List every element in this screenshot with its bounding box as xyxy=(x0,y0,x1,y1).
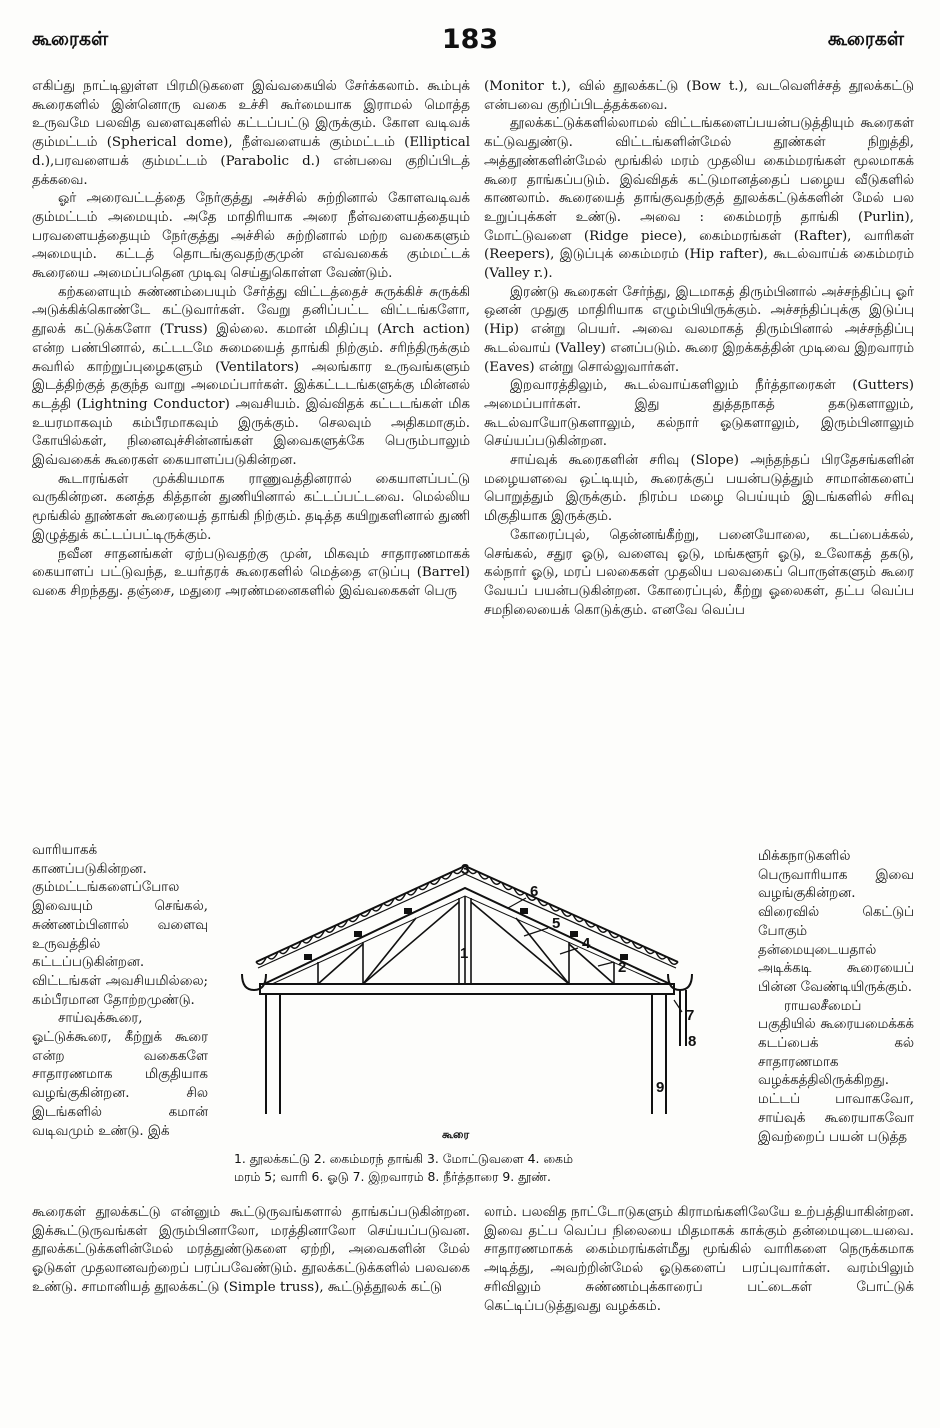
caption-line: மரம் 5; வாரி 6. ஓடு 7. இறவாரம் 8. நீர்த்தாரை 9. தூண். xyxy=(234,1169,551,1184)
part-label-9: 9 xyxy=(656,1079,665,1096)
tie-beam xyxy=(260,984,674,994)
bottom-right-column xyxy=(484,1204,914,1404)
figure-caption xyxy=(234,1150,734,1186)
paragraph: நவீன சாதனங்கள் ஏற்படுவதற்கு முன், மிகவும் சாதாரணமாகக் கையாளப் பட்டுவந்த, உயர்தரக் கூரைகளில் மெத்தை எடுப்பு (Barrel) வகை சிறந்தது. தஞ்சை, மதுரை அரண்மனைகளில் இவ்வகைகள் பெரு xyxy=(32,546,470,599)
part-label-5: 5 xyxy=(552,915,561,932)
right-column xyxy=(484,78,914,848)
paragraph: ஓர் அரைவட்டத்தை நேர்குத்து அச்சில் சுற்றினால் கோளவடிவக் கும்மட்டம் அமையும். அதே மாதிரியாக அரை நீள்வளையத்தையும் பரவளையத்தையும் நேர்குத்து அச்சில் சுற்றினால் மற்ற வகைகளும் அமையும். கட்டத் தொடங்குவதற்குமுன் எவ்வகைக் கும்மட்டக் கூரையை அமைப்பதென முடிவு செய்துகொள்ள வேண்டும். xyxy=(32,191,470,282)
part-label-6: 6 xyxy=(530,883,539,900)
running-head-right: கூரைகள் xyxy=(827,28,904,50)
part-label-7: 7 xyxy=(686,1007,695,1024)
part-label-1: 1 xyxy=(460,945,469,962)
bottom-left-column xyxy=(32,1204,470,1404)
right-narrow-column xyxy=(758,848,914,1198)
part-label-4: 4 xyxy=(582,935,591,952)
paragraph: மிக்கநாடுகளில் பெருவாரியாக இவை வழங்குகின்றன. விரைவில் கெட்டுப் போகும் தன்மையுடையதால் அடிக்கடி கூரையைப் பின்ன வேண்டியிருக்கும். xyxy=(758,849,914,995)
left-narrow-column xyxy=(32,842,208,1202)
part-label-3: 3 xyxy=(461,861,470,878)
running-head-left: கூரைகள் xyxy=(32,28,109,50)
part-label-8: 8 xyxy=(688,1033,697,1050)
paragraph: கூடாரங்கள் முக்கியமாக ராணுவத்தினரால் கையாளப்பட்டு வருகின்றன. கனத்த கித்தான் துணியினால் கட்டப்பட்டவை. மெல்லிய மூங்கில் தூண்கள் கூரையைத் தாங்கி நிற்கும். தடித்த கயிறுகளினால் துணி இழுத்துக் கட்டப்பட்டிருக்கும். xyxy=(32,471,470,543)
page-number: 183 xyxy=(441,24,499,55)
paragraph: தூலக்கட்டுக்களில்லாமல் விட்டங்களைப்பயன்படுத்தியும் கூரைகள் கட்டுவதுண்டு. விட்டங்களின்மேல் தூண்கள் நிறுத்தி, அத்தூண்களின்மேல் மூங்கில் மரம் முதலிய கைம்மரங்கள் மூலமாகக் கூரை தாங்கப்படும். இவ்விதக் கட்டுமானத்தைப் பழைய வீடுகளில் காணலாம். கூரையைத் தாங்குவதற்குத் தூலக்கட்டுக்களின் மேல் பல உறுப்புக்கள் உண்டு. அவை : கைம்மரந் தாங்கி (Purlin), மோட்டுவளை (Ridge piece), கைம்மரங்கள் (Rafter), வாரிகள் (Reepers), இடுப்புக் கைம்மரம் (Hip rafter), கூடல்வாய்க் கைம்மரம் (Valley r.). xyxy=(484,116,914,282)
paragraph: கற்களையும் சுண்ணம்பையும் சேர்த்து விட்டத்தைச் சுருக்கிச் சுருக்கி அடுக்கிக்கொண்டே கட்டுவார்கள். வேறு தனிப்பட்ட விட்டங்களோ, தூலக் கட்டுக்களோ (Truss) இல்லை. கமான் மிதிப்பு (Arch action) என்ற பண்பினால், கட்டடமே சுமையைத் தாங்கி நிற்கும். சரிந்திருக்கும் சுவரில் காற்றுப்புழைகளும் (Ventilators) அலங்கார உருவங்களும் இடத்திற்குத் தகுந்த வாறு அமைப்பார்கள். இக்கட்டடங்களுக்கு மின்னல் கடத்தி (Lightning Conductor) அவசியம். இவ்விதக் கட்டடங்கள் மிக உயரமாகவும் கம்பீரமாகவும் இருக்கும். செலவும் அதிகமாகும். கோயில்கள், நினைவுச்சின்னங்கள் இவைகளுக்கே பெரும்பாலும் இவ்வகைக் கூரைகள் கையாளப்படுகின்றன. xyxy=(32,284,470,469)
paragraph: வாரியாகக் காணப்படுகின்றன. கும்மட்டங்களைப்போல இவையும் செங்கல், சுண்ணம்பினால் வளைவு உருவத்தில் கட்டப்படுகின்றன. விட்டங்கள் அவசியமில்லை; கம்பீரமான தோற்றமுண்டு. xyxy=(32,843,208,1008)
paragraph: (Monitor t.), வில் தூலக்கட்டு (Bow t.), வடவெளிச்சத் தூலக்கட்டு என்பவை குறிப்பிடத்தக்கவை. xyxy=(484,79,914,113)
figure-label: கூரை xyxy=(442,1128,470,1141)
caption-line: 1. தூலக்கட்டு 2. கைம்மரந் தாங்கி 3. மோட்டுவளை 4. கைம் xyxy=(234,1151,573,1166)
paragraph: எகிப்து நாட்டிலுள்ள பிரமிடுகளை இவ்வகையில் சேர்க்கலாம். கூம்புக் கூரைகளில் இன்னொரு வகை உச்சி கூர்மையாக இராமல் மொத்த உருவமே பலவித வளைவுகளில் கட்டப்பட்டு இருக்கும். கோள வடிவக் கும்மட்டம் (Spherical dome), நீள்வளையக் கும்மட்டம் (Elliptical d.),பரவளையக் கும்மட்டம் (Parabolic d.) என்பவை குறிப்பிடத் தக்கவை. xyxy=(32,79,470,188)
part-label-2: 2 xyxy=(618,959,627,976)
roof-truss-figure xyxy=(208,850,756,1142)
paragraph: இறவாரத்திலும், கூடல்வாய்களிலும் நீர்த்தாரைகள் (Gutters) அமைப்பார்கள். இது துத்தநாகத் தகடுகளாலும், கூடல்வாயோடுகளாலும், கல்நார் ஓடுகளாலும், இரும்பினாலும் செய்யப்படுகின்றன. xyxy=(484,378,914,450)
truss-web xyxy=(318,896,614,984)
paragraph: சாய்வுக் கூரைகளின் சரிவு (Slope) அந்தந்தப் பிரதேசங்களின் மழையளவை ஒட்டியும், கூரைக்குப் பயன்படுத்தும் சாமான்களைப் பொறுத்தும் இருக்கும். நிரம்ப மழை பெய்யும் இடங்களில் சரிவு மிகுதியாக இருக்கும். xyxy=(484,453,914,525)
paragraph: கோரைப்புல், தென்னங்கீற்று, பனையோலை, கடப்பைக்கல், செங்கல், சதுர ஓடு, வளைவு ஓடு, மங்களூர் ஓடு, உலோகத் தகடு, கல்நார் ஓடு, மரப் பலகைகள் முதலிய பலவகைப் பொருள்களும் கூரை வேயப் பயன்படுகின்றன. கோரைப்புல், கீற்று ஓலைகள், தட்ப வெப்ப சமநிலையைக் கொடுக்கும். எனவே வெப்ப xyxy=(484,527,914,618)
paragraph: ராயலசீமைப் பகுதியில் கூரையமைக்கக் கடப்பைக் கல் சாதாரணமாக வழக்கத்திலிருக்கிறது. மட்டப் பாவாகவோ, சாய்வுக் கூரையாகவோ இவற்றைப் பயன் படுத்த xyxy=(758,998,914,1145)
paragraph: கூரைகள் தூலக்கட்டு என்னும் கூட்டுருவங்களால் தாங்கப்படுகின்றன. இக்கூட்டுருவங்கள் இரும்பினாலோ, மரத்தினாலோ செய்யப்படுவன. தூலக்கட்டுக்களின்மேல் மரத்துண்டுகளை ஏற்றி, அவைகளின் மேல் ஓடுகள் முதலானவற்றைப் பரப்பவேண்டும். தூலக்கட்டுக்களில் பலவகை உண்டு. சாமானியத் தூலக்கட்டு (Simple truss), கூட்டுத்தூலக் கட்டு xyxy=(32,1205,470,1295)
walls xyxy=(266,994,666,1114)
paragraph: லாம். பலவித நாட்டோடுகளும் கிராமங்களிலேயே உற்பத்தியாகின்றன. இவை தட்ப வெப்ப நிலையை மிதமாகக் காக்கும் தன்மையுடையவை. சாதாரணமாகக் கைம்மரங்கள்மீது மூங்கில் வாரிகளை நெருக்கமாக அடித்து, அவற்றின்மேல் ஓடுகளைப் பரப்புவார்கள். வரம்பிலும் சரிவிலும் சுண்ணம்புக்காரைப் பட்டைகள் போட்டுக் கெட்டிப்படுத்துவது வழக்கம். xyxy=(484,1205,914,1314)
rafters xyxy=(264,888,670,984)
paragraph: இரண்டு கூரைகள் சேர்ந்து, இடமாகத் திரும்பினால் அச்சந்திப்பு ஓர் ஒனன் முதுகு மாதிரியாக எழும்பியிருக்கும். அச்சந்திப்புக்கு இடுப்பு (Hip) என்று பெயர். அவை வலமாகத் திரும்பினால் அச்சந்திப்பு கூடல்வாய் (Valley) எனப்படும். கூரை இறக்கத்தின் முடிவை இறவாரம் (Eaves) என்று சொல்லுவார்கள். xyxy=(484,284,914,375)
left-column xyxy=(32,78,470,838)
paragraph: சாய்வுக்கூரை, ஓட்டுக்கூரை, கீற்றுக் கூரை என்ற வகைகளே சாதாரணமாக மிகுதியாக வழங்குகின்றன. சில இடங்களில் கமான் வடிவமும் உண்டு. இக் xyxy=(32,1011,208,1139)
